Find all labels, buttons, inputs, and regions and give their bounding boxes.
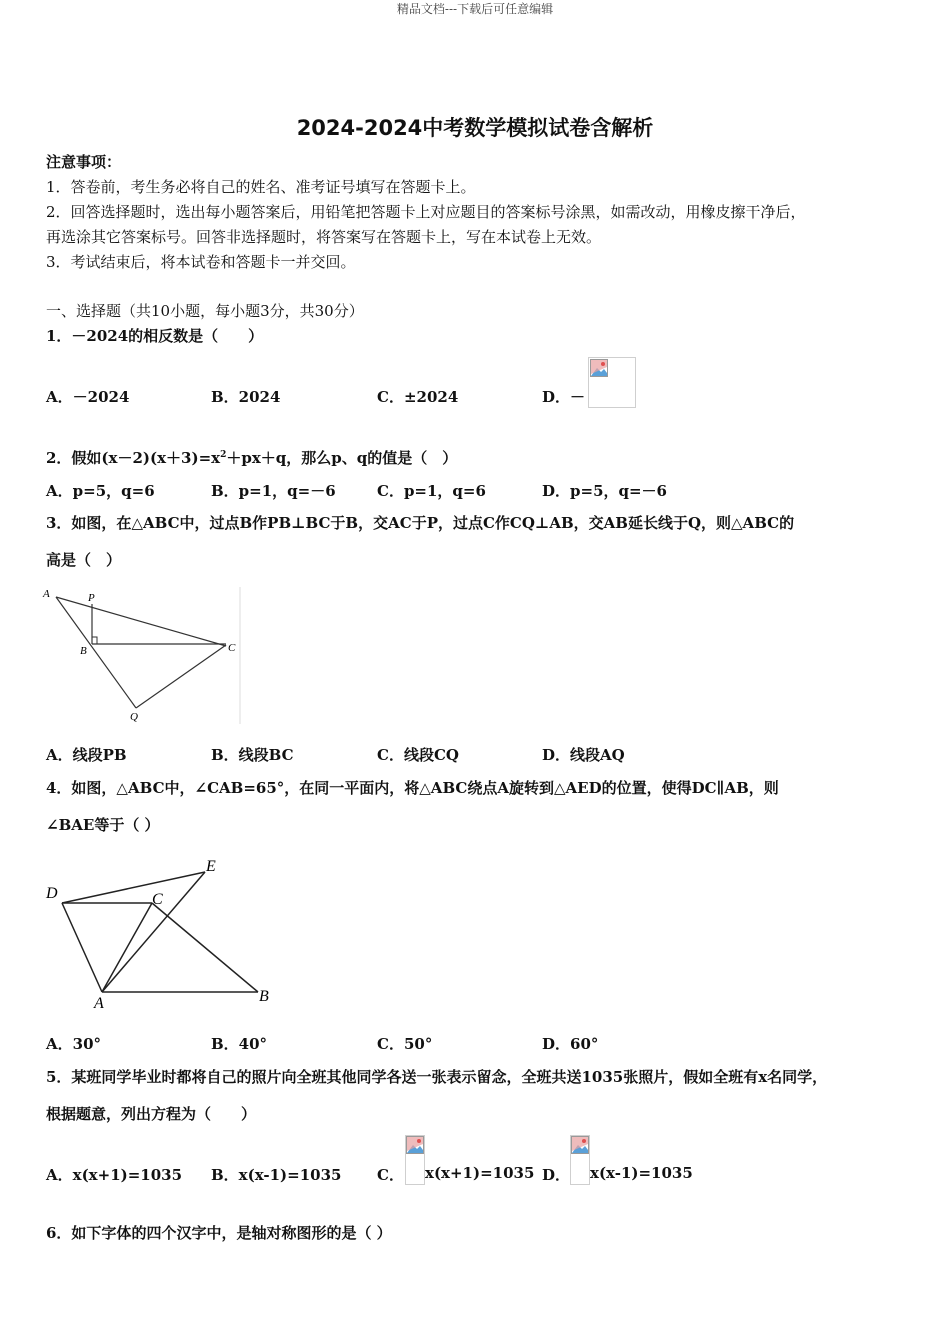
q4-rotation-figure [40, 852, 280, 1012]
q3-option-a: A．线段PB [46, 746, 127, 764]
q5-stem-line2: 根据题意，列出方程为（ ） [46, 1105, 257, 1123]
q2-stem-prefix: 2．假如(x－2)(x＋3)=x [46, 449, 221, 467]
q5-option-b: B．x(x-1)=1035 [211, 1166, 342, 1184]
q4-option-c: C．50° [377, 1035, 433, 1053]
page-title: 2024-2024中考数学模拟试卷含解析 [296, 116, 654, 140]
q5-option-d: D． [542, 1166, 571, 1184]
notice-item: 3．考试结束后，将本试卷和答题卡一并交回。 [46, 253, 356, 271]
q4-stem-line2: ∠BAE等于（ ） [46, 816, 160, 834]
q2-stem-sup: 2 [220, 450, 227, 460]
q3-label-p: P [88, 592, 95, 604]
notice-heading: 注意事项： [46, 153, 122, 171]
q4-option-d: D．60° [542, 1035, 599, 1053]
q3-label-b: B [80, 645, 87, 657]
q5-option-d-tail: x(x-1)=1035 [590, 1164, 693, 1182]
broken-image-icon [588, 357, 636, 408]
q4-stem-line1: 4．如图，△ABC中，∠CAB=65°，在同一平面内，将△ABC绕点A旋转到△AED的位置，使得DC∥AB，则 [46, 779, 779, 797]
q3-triangle-figure [40, 582, 245, 727]
q4-option-a: A．30° [46, 1035, 102, 1053]
page-header: 精品文档---下载后可任意编辑 [396, 2, 554, 16]
q2-option-d: D．p=5，q=－6 [542, 482, 667, 500]
q3-stem-line2: 高是（ ） [46, 551, 122, 569]
q1-stem: 1．－2024的相反数是（ ） [46, 327, 264, 345]
q1-option-a: A．－2024 [46, 388, 130, 406]
notice-item: 再选涂其它答案标号。回答非选择题时，将答案写在答题卡上，写在本试卷上无效。 [46, 228, 602, 246]
section-heading: 一、选择题（共10小题，每小题3分，共30分） [46, 302, 364, 320]
q4-label-c: C [152, 891, 163, 908]
q1-option-b: B．2024 [211, 388, 281, 406]
q4-label-b: B [259, 988, 269, 1005]
q6-stem: 6．如下字体的四个汉字中，是轴对称图形的是（ ） [46, 1224, 392, 1242]
q2-option-a: A．p=5，q=6 [46, 482, 155, 500]
q4-label-d: D [46, 885, 58, 902]
q5-option-a: A．x(x+1)=1035 [46, 1166, 183, 1184]
q2-option-c: C．p=1，q=6 [377, 482, 486, 500]
q3-label-a: A [43, 588, 50, 600]
q2-stem [46, 445, 457, 468]
q5-option-c: C． [377, 1166, 404, 1184]
broken-image-icon [405, 1135, 425, 1185]
q3-stem-line1: 3．如图，在△ABC中，过点B作PB⊥BC于B，交AC于P，过点C作CQ⊥AB，交AB延长线于Q，则△ABC的 [46, 514, 795, 532]
q5-stem-line1: 5．某班同学毕业时都将自己的照片向全班其他同学各送一张表示留念，全班共送1035张照片，假如全班有x名同学， [46, 1068, 828, 1086]
q2-stem-suffix: ＋px＋q，那么p、q的值是（ ） [226, 449, 458, 467]
q4-label-e: E [206, 858, 216, 875]
q3-label-c: C [228, 642, 236, 654]
q1-option-c: C．±2024 [377, 388, 459, 406]
q2-option-b: B．p=1，q=－6 [211, 482, 336, 500]
q4-label-a: A [94, 995, 104, 1012]
q5-option-c-tail: x(x+1)=1035 [425, 1164, 535, 1182]
q3-option-d: D．线段AQ [542, 746, 625, 764]
q3-label-q: Q [130, 711, 138, 723]
notice-item: 2．回答选择题时，选出每小题答案后，用铅笔把答题卡上对应题目的答案标号涂黑，如需改动，用橡皮擦干净后， [46, 203, 806, 221]
notice-item: 1．答卷前，考生务必将自己的姓名、准考证号填写在答题卡上。 [46, 178, 476, 196]
broken-image-icon [570, 1135, 590, 1185]
q3-option-b: B．线段BC [211, 746, 294, 764]
q3-option-c: C．线段CQ [377, 746, 459, 764]
q4-option-b: B．40° [211, 1035, 268, 1053]
q1-option-d: D．－ [542, 388, 586, 406]
